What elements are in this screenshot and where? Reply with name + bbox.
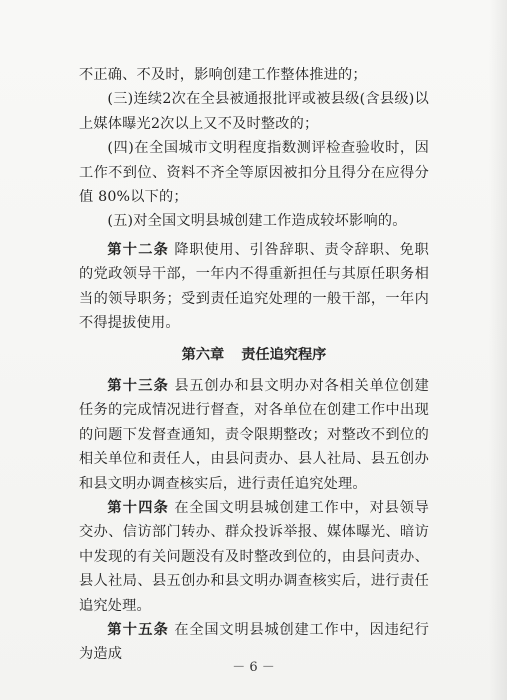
- paragraph-item-4: (四)在全国城市文明程度指数测评检查验收时，因工作不到位、资料不齐全等原因被扣分且得分在应得分值 80%以下的；: [79, 140, 429, 206]
- article-13-text: 县五创办和县文明办对各相关单位创建任务的完成情况进行督查，对各单位在创建工作中出现的问题下发督查通知，责令限期整改；对整改不到位的相关单位和责任人，由县问责办、县人社局、县五创办和县文明办调查核实后，进行责任追究处理。: [79, 377, 429, 492]
- paragraph-item-3: (三)连续2次在全县被通报批评或被县级(含县级)以上媒体曝光2次以上又不及时整改的；: [79, 91, 429, 132]
- article-13-title: 第十三条: [107, 377, 170, 394]
- article-14: [79, 496, 429, 618]
- article-15-text: 在全国文明县城创建工作中，因违纪行为造成: [79, 621, 429, 663]
- page-number: － 6 －: [232, 660, 275, 675]
- chapter-heading: [79, 343, 429, 367]
- chapter-title: 责任追究程序: [241, 347, 327, 364]
- article-12: [79, 238, 429, 336]
- article-13: [79, 374, 429, 496]
- article-12-text: 降职使用、引咎辞职、责令辞职、免职的党政领导干部，一年内不得重新担任与其原任职务相当的领导职务；受到责任追究处理的一般干部，一年内不得提拔使用。: [79, 241, 429, 332]
- paragraph-item-5: (五)对全国文明县城创建工作造成较坏影响的。: [107, 213, 407, 230]
- paragraph-continuation: 不正确、不及时，影响创建工作整体推进的；: [79, 67, 367, 83]
- scan-edge-shadow: [489, 0, 507, 700]
- article-14-text: 在全国文明县城创建工作中，对县领导交办、信访部门转办、群众投诉举报、媒体曝光、暗访中发现的有关问题没有及时整改到位的，由县问责办、县人社局、县五创办和县文明办调查核实后，进行责任追究处理。: [79, 499, 429, 614]
- article-14-title: 第十四条: [107, 499, 170, 516]
- article-12-title: 第十二条: [107, 241, 170, 258]
- document-body: [79, 63, 429, 667]
- chapter-number: 第六章: [181, 347, 225, 364]
- article-15-title: 第十五条: [107, 621, 170, 638]
